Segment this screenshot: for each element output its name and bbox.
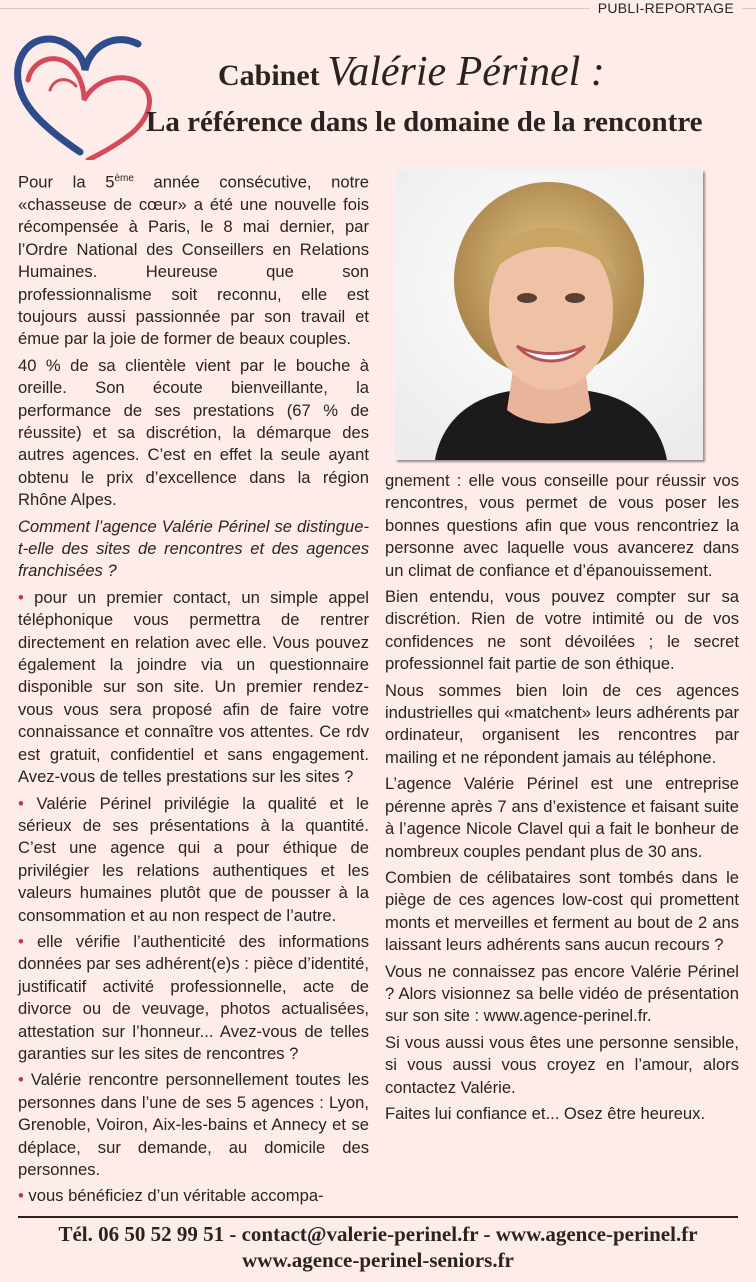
bullet-support: • vous bénéficiez d’un véritable accompa- bbox=[18, 1186, 324, 1206]
bullet-icon: • bbox=[18, 587, 24, 607]
video-paragraph: Vous ne connaissez pas encore Valérie Périnel ? Alors visionnez sa belle vidéo de présentation sur son site : www.agence-perinel.fr. bbox=[385, 961, 739, 1026]
bullet-icon: • bbox=[18, 1070, 24, 1090]
bullet-quality: • Valérie Périnel privilégie la qualité et le sérieux de ses présentations à la quantité. C’est une agence qui a pour éthique de privilégier les relations authentiques et les valeurs humaines plutôt que de pousser à la consommation et au non respect de l’autre. bbox=[18, 793, 369, 925]
bullet-first-contact: • pour un premier contact, un simple appel téléphonique vous permettra de rentrer directement en relation avec elle. Vous pouvez également la joindre via un questionnaire disponible sur son site. Un premier rendez-vous vous sera proposé afin de faire votre connaissance et connaître vos attentes. Ce rdv est gratuit, confidentiel et sans engagement. Avez-vous de telles prestations sur les sites ? bbox=[18, 587, 369, 787]
bullet-icon: • bbox=[18, 1186, 24, 1206]
page-subtitle: La référence dans le domaine de la rencontre bbox=[146, 106, 703, 138]
title-prefix: Cabinet bbox=[218, 59, 320, 92]
contact-paragraph: Si vous aussi vous êtes une personne sensible, si vous aussi vous croyez en l’amour, alors contactez Valérie. bbox=[385, 1032, 739, 1097]
clientele-paragraph: 40 % de sa clientèle vient par le bouche à oreille. Son écoute bienveillante, la performance de ses prestations (67 % de réussite) et sa discrétion, la démarque des autres agences. C’est en effet la seule ayant obtenu le prix d’excellence dans la région Rhône Alpes. bbox=[18, 355, 369, 510]
red-heart-inner bbox=[50, 80, 76, 90]
red-heart-outline bbox=[28, 59, 149, 160]
closing-paragraph: Faites lui confiance et... Osez être heureux. bbox=[385, 1103, 706, 1123]
discretion-paragraph: Bien entendu, vous pouvez compter sur sa discrétion. Rien de votre intimité ou de vos confidences ne sont dévoilées ; le secret professionnel fait partie de son éthique. bbox=[385, 587, 739, 674]
support-continued-paragraph: gnement : elle vous conseille pour réussir vos rencontres, vous permet de vous poser les bonnes questions afin que vous rencontriez la personne avec laquelle vous avancerez dans un climat de confiance et d’épanouissement. bbox=[385, 471, 739, 580]
portrait-photo bbox=[395, 170, 703, 460]
industrial-agencies-paragraph: Nous sommes bien loin de ces agences industrielles qui «matchent» leurs adhérents par ordinateur, organisent les rencontres par mailing et ne répondent jamais au téléphone. bbox=[385, 680, 739, 767]
title-name: Valérie Périnel : bbox=[327, 49, 605, 95]
page-title bbox=[218, 48, 605, 96]
intro-paragraph: Pour la 5ème année consécutive, notre «chasseuse de cœur» a été une nouvelle fois récompensée à Paris, le 8 mai dernier, par l’Ordre National des Conseillers en Relations Humaines. Heureuse que son professionnalisme soit reconnu, elle est toujours aussi passionnée par son travail et émue par la joie de former de beaux couples. bbox=[18, 172, 369, 349]
bullet-icon: • bbox=[18, 931, 24, 951]
footer-website-line: www.agence-perinel-seniors.fr bbox=[242, 1248, 514, 1272]
footer-rule bbox=[18, 1216, 738, 1218]
hearts-logo bbox=[10, 20, 160, 160]
bullet-icon: • bbox=[18, 793, 24, 813]
bullet-agencies: • Valérie rencontre personnellement toutes les personnes dans l’une de ses 5 agences : Lyon, Grenoble, Voiron, Aix-les-bains et Annecy et se déplace, sur demande, au domicile des personnes. bbox=[18, 1070, 369, 1179]
low-cost-paragraph: Combien de célibataires sont tombés dans le piège de ces agences low-cost qui promettent monts et merveilles et ferment au bout de 2 ans laissant leurs adhérents sans aucun recours ? bbox=[385, 867, 739, 955]
blue-heart-outline bbox=[18, 39, 138, 152]
bullet-verification: • elle vérifie l’authenticité des informations données par ses adhérent(e)s : pièce d’identité, justificatif activité professionnelle, acte de divorce ou de veuvage, photos actualisées, attestation sur l’honneur... Avez-vous de telles garanties sur les sites de rencontres ? bbox=[18, 931, 369, 1063]
left-column bbox=[18, 168, 369, 1212]
question-heading: Comment l’agence Valérie Périnel se distingue-t-elle des sites de rencontres et des agences franchisées ? bbox=[18, 516, 369, 581]
right-column bbox=[385, 470, 739, 1129]
publi-reportage-tag: PUBLI-REPORTAGE bbox=[590, 0, 742, 16]
footer-contact-line: Tél. 06 50 52 99 51 - contact@valerie-perinel.fr - www.agence-perinel.fr bbox=[58, 1222, 698, 1246]
history-paragraph: L’agence Valérie Périnel est une entreprise pérenne après 7 ans d’existence et faisant suite à l’agence Nicole Clavel qui a fait le bonheur de nombreux couples pendant plus de 30 ans. bbox=[385, 774, 739, 861]
